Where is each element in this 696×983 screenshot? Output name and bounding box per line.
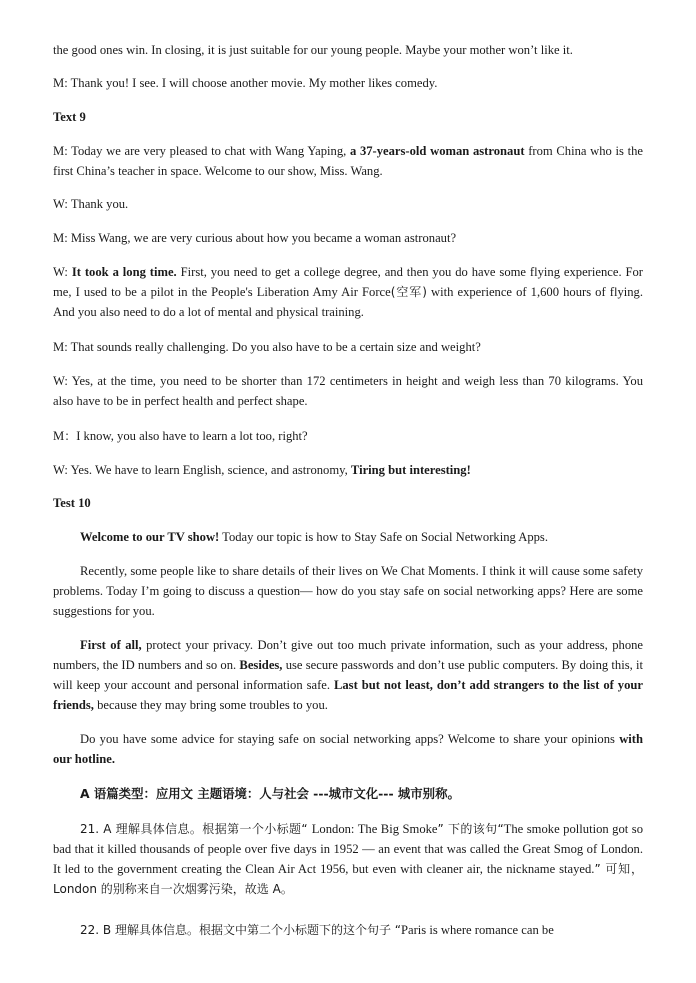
- paragraph-w-long-time: [53, 262, 643, 322]
- paragraph-intro-wang: [53, 141, 643, 181]
- bold-span: a 37-years-old woman astronaut: [349, 144, 525, 158]
- text-span: because they may bring some troubles to you.: [93, 698, 328, 712]
- paragraph-w-thanks: [53, 194, 643, 214]
- bold-span: First of all,: [80, 638, 142, 652]
- text-span: use secure passwords and don’t use public computers. By doing this, it will keep your account and personal information safe.: [53, 658, 643, 692]
- text-span: W:: [53, 265, 72, 279]
- chinese-span: 22. B 理解具体信息。根据文中第二个小标题下的这个句子 “: [80, 923, 401, 937]
- text-span: from China who is the first China’s teacher in space. Welcome to our show, Miss. Wang.: [53, 144, 643, 178]
- paragraph-w-tiring: [53, 460, 643, 480]
- text-span: I know, you also have to learn a lot too, right?: [76, 429, 308, 443]
- paragraph-closing: [53, 40, 643, 60]
- text-span: Do you have some advice for staying safe on social networking apps? Welcome to share your opinions: [80, 732, 620, 746]
- text-span: London: The Big Smoke: [311, 822, 438, 836]
- bold-span: Last but not least, don’t add strangers to the list of your friends,: [53, 678, 643, 712]
- bold-span: Tiring but interesting!: [350, 463, 471, 477]
- heading-text-9: Text 9: [53, 110, 86, 124]
- paragraph-w-size-weight: [53, 371, 643, 411]
- text-span: W: Yes. We have to learn English, science, and astronomy,: [53, 463, 351, 477]
- paragraph-welcome: [53, 527, 643, 547]
- chinese-span: (空军): [390, 285, 427, 299]
- paragraph-recently: [53, 561, 643, 621]
- text-line: W: Thank you.: [53, 197, 129, 211]
- paragraph-m-thanks: [53, 73, 643, 93]
- text-line: W: Yes, at the time, you need to be shorter than 172 centimeters in height and weigh less than 70 kilograms. You also have to be in perfect health and perfect shape.: [53, 374, 643, 408]
- text-span: M: Today we are very pleased to chat with Wang Yaping,: [53, 144, 350, 158]
- text-span: First, you need to get a college degree, and then you do have some flying experience. For me, I used to be a pilot in the People's Liberation Amy Air Force: [53, 265, 644, 299]
- bold-span: with our hotline.: [53, 732, 643, 766]
- heading-test-10: Test 10: [53, 496, 91, 510]
- paragraph-m-learn: [53, 426, 643, 446]
- text-span: Today our topic is how to Stay Safe on Social Networking Apps.: [219, 530, 548, 544]
- paragraph-m-question: [53, 228, 643, 248]
- paragraph-advice: [53, 729, 643, 769]
- bold-span: Besides,: [239, 658, 283, 672]
- text-line: M: That sounds really challenging. Do you also have to be a certain size and weight?: [53, 340, 481, 354]
- chinese-span: ” 下的该句“: [437, 822, 504, 836]
- text-line: M: Miss Wang, we are very curious about how you became a woman astronaut?: [53, 231, 457, 245]
- text-span: with experience of 1,600 hours of flying. And you also need to do a lot of mental and physical training.: [53, 285, 643, 319]
- paragraph-answer-22: [53, 920, 643, 940]
- heading-section-a: A 语篇类型：应用文 主题语境：人与社会 ---城市文化--- 城市别称。: [80, 786, 460, 801]
- text-line: M: Thank you! I see. I will choose another movie. My mother likes comedy.: [53, 76, 438, 90]
- chinese-span: 21. A 理解具体信息。根据第一个小标题“: [80, 822, 312, 836]
- paragraph-first-of-all: [53, 635, 643, 715]
- text-line: Recently, some people like to share details of their lives on We Chat Moments. I think it will cause some safety problems. Today I’m going to discuss a question— how do you stay safe on social networking apps? Here are some suggestions for you.: [53, 564, 643, 618]
- bold-span: Welcome to our TV show!: [80, 530, 220, 544]
- text-span: protect your privacy. Don’t give out too much private information, such as your address, phone numbers, the ID numbers and so on.: [53, 638, 644, 672]
- text-span: Paris is where romance can be: [400, 923, 554, 937]
- paragraph-answer-21: [53, 819, 643, 899]
- bold-span: It took a long time.: [71, 265, 177, 279]
- text-line: the good ones win. In closing, it is just suitable for our young people. Maybe your mother won’t like it.: [53, 43, 573, 57]
- paragraph-m-challenging: [53, 337, 643, 357]
- text-span: M: [53, 429, 65, 443]
- chinese-span: ：: [64, 429, 77, 443]
- text-span: The smoke pollution got so bad that it killed thousands of people over five days in 1952 — an event that was called the Great Smog of London. It led to the government creating the Clean Air Act 1956, but even with cleaner air, the nickname stayed.: [53, 822, 644, 876]
- chinese-span: ” 可知，London 的别称来自一次烟雾污染，故选 A。: [53, 862, 643, 896]
